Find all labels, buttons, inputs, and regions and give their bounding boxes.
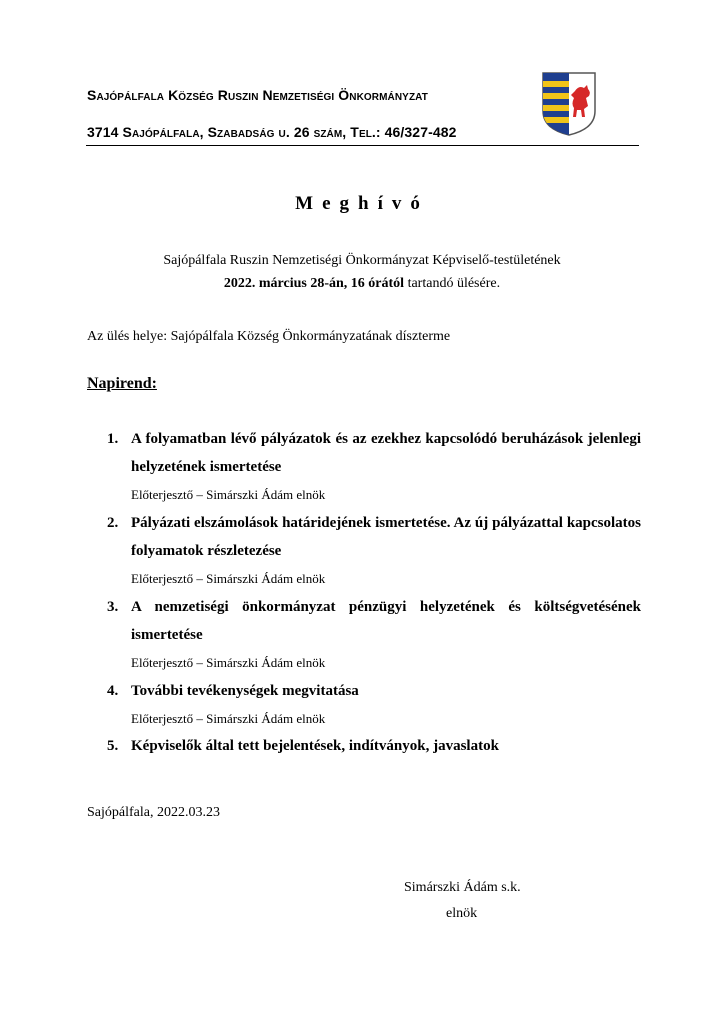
- agenda-item-number: 2.: [107, 515, 119, 531]
- agenda-item: [107, 593, 641, 649]
- agenda-item-text: A folyamatban lévő pályázatok és az ezekhez kapcsolódó beruházások jelenlegi helyzetének ismertetése: [131, 431, 641, 475]
- organization-address: 3714 Sajópálfala, Szabadság u. 26 szám, Tel.: 46/327-482: [87, 124, 457, 140]
- meeting-datetime-suffix: tartandó ülésére.: [404, 276, 501, 291]
- signatory-name: Simárszki Ádám s.k.: [404, 880, 521, 895]
- meeting-datetime: 2022. március 28-án, 16 órától: [223, 276, 405, 291]
- agenda-item-number: 4.: [107, 683, 119, 699]
- agenda-item-number: 1.: [107, 431, 119, 447]
- agenda-heading: Napirend:: [87, 375, 157, 392]
- agenda-item: [107, 732, 641, 760]
- agenda-item-presenter: Előterjesztő – Simárszki Ádám elnök: [131, 487, 326, 502]
- agenda-item: [107, 425, 641, 481]
- agenda-item-number: 3.: [107, 599, 119, 615]
- agenda-item-text: További tevékenységek megvitatása: [131, 683, 359, 699]
- document-title: Meghívó: [295, 193, 429, 214]
- agenda-item-presenter: Előterjesztő – Simárszki Ádám elnök: [131, 711, 326, 726]
- document-date: Sajópálfala, 2022.03.23: [87, 805, 220, 820]
- organization-name: Sajópálfala Község Ruszin Nemzetiségi Önkormányzat: [87, 87, 428, 103]
- agenda-item-number: 5.: [107, 738, 119, 754]
- invitation-line: Sajópálfala Ruszin Nemzetiségi Önkormányzat Képviselő-testületének: [163, 253, 561, 268]
- agenda-item-text: Képviselők által tett bejelentések, indítványok, javaslatok: [131, 738, 499, 754]
- agenda-item-text: Pályázati elszámolások határidejének ismertetése. Az új pályázattal kapcsolatos folyamatok részletezése: [131, 515, 641, 559]
- agenda-item-text: A nemzetiségi önkormányzat pénzügyi helyzetének és költségvetésének ismertetése: [131, 599, 641, 643]
- header-divider: [86, 145, 639, 146]
- meeting-location: Az ülés helye: Sajópálfala Község Önkormányzatának díszterme: [87, 329, 451, 344]
- agenda-item: [107, 677, 641, 705]
- agenda-item-presenter: Előterjesztő – Simárszki Ádám elnök: [131, 655, 326, 670]
- signatory-role: elnök: [446, 906, 478, 921]
- agenda-item-presenter: Előterjesztő – Simárszki Ádám elnök: [131, 571, 326, 586]
- agenda-item: [107, 509, 641, 565]
- coat-of-arms-icon: [541, 71, 597, 137]
- meeting-datetime-line: [0, 276, 724, 292]
